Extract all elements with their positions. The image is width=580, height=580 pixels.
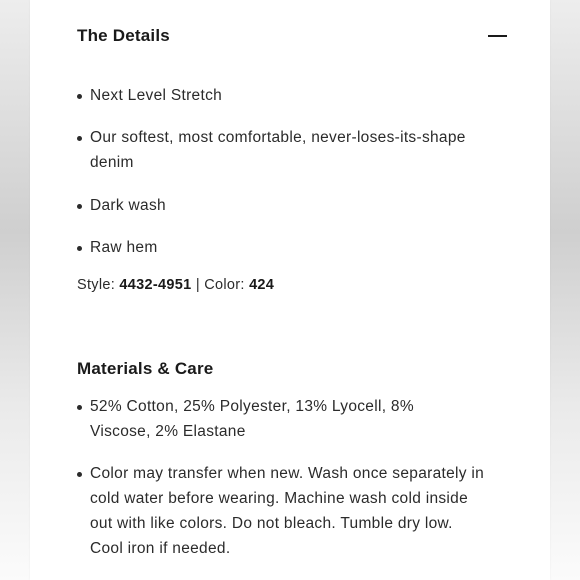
minus-icon[interactable] (487, 26, 507, 46)
background-left (0, 0, 30, 580)
list-item: Our softest, most comfortable, never-loses-its-shape denim (77, 125, 477, 175)
product-details-panel (30, 0, 550, 580)
details-section-header[interactable] (77, 26, 507, 46)
style-color-line (77, 277, 274, 293)
list-item: Next Level Stretch (77, 83, 497, 108)
list-item: Raw hem (77, 235, 497, 260)
details-list (77, 235, 497, 260)
separator: | (195, 277, 200, 293)
materials-section-header[interactable] (77, 359, 507, 379)
style-label: Style: (77, 277, 116, 293)
materials-title: Materials & Care (77, 359, 214, 378)
materials-list (77, 394, 457, 444)
list-item: Color may transfer when new. Wash once separately in cold water before wearing. Machine wash cold inside out with like colors. Do not bleach. Tumble dry low. Cool iron if needed. (77, 461, 489, 561)
details-title: The Details (77, 26, 170, 45)
details-list (77, 125, 477, 175)
color-value: 424 (249, 277, 275, 293)
materials-list (77, 461, 489, 561)
details-list (77, 193, 497, 218)
list-item: Dark wash (77, 193, 497, 218)
background-right (550, 0, 580, 580)
color-label: Color: (204, 277, 245, 293)
style-value: 4432-4951 (119, 277, 192, 293)
details-list (77, 83, 497, 108)
list-item: 52% Cotton, 25% Polyester, 13% Lyocell, 8% Viscose, 2% Elastane (77, 394, 457, 444)
